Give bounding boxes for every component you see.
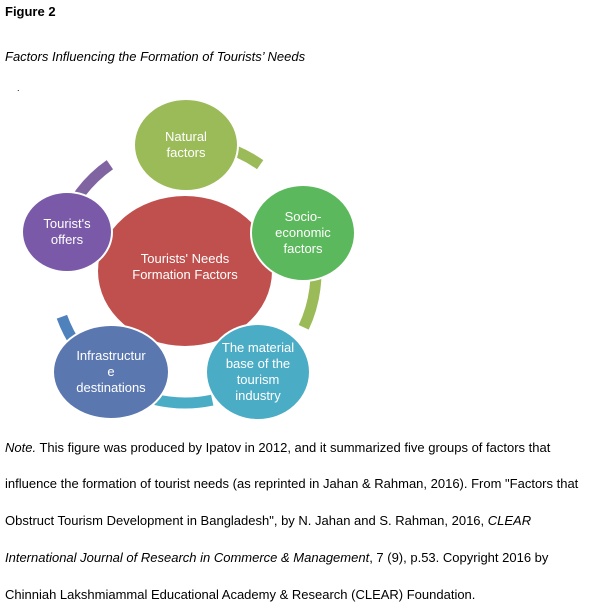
factor-node-socio	[251, 185, 355, 281]
factor-node-label-line: Socio-	[284, 209, 322, 224]
factor-node-label-line: e	[107, 364, 115, 379]
factor-node-label-line: The material	[221, 340, 295, 355]
note-line-4	[5, 541, 578, 575]
note-journal-part-1: CLEAR	[487, 513, 532, 528]
note-text-1: This figure was produced by Ipatov in 2012, and it summarized five groups of factors that	[36, 440, 551, 455]
figure-title: Factors Influencing the Formation of Tourists’ Needs	[5, 49, 306, 64]
note-text-4: , 7 (9), p.53. Copyright 2016 by	[369, 550, 549, 565]
center-circle-label	[132, 251, 238, 282]
factor-node-label-line: Natural	[165, 129, 207, 144]
figure-note	[5, 431, 578, 612]
center-label-line: Tourists' Needs	[140, 251, 230, 266]
note-journal-part-2: International Journal of Research in Commerce & Management	[5, 550, 370, 565]
factor-node-label-line: Infrastructur	[76, 348, 146, 363]
note-line-3	[5, 504, 578, 538]
note-text-3: Obstruct Tourism Development in Bangladesh", by N. Jahan and S. Rahman, 2016,	[5, 513, 488, 528]
factor-node-label	[165, 129, 207, 160]
factor-node-label-line: offers	[50, 232, 84, 247]
factor-node-label-line: Tourist's	[43, 216, 91, 231]
factor-node-offers	[22, 192, 112, 272]
factor-node-infra	[53, 325, 169, 419]
factor-node-label-line: economic	[275, 225, 331, 240]
factor-node-label-line: factors	[283, 241, 323, 256]
factor-node-label-line: factors	[166, 145, 206, 160]
stray-mark: .	[17, 83, 20, 93]
ring-segment	[156, 400, 213, 403]
factor-node-label-line: industry	[235, 388, 281, 403]
factor-node-material	[206, 324, 310, 420]
factor-node-label-line: destinations	[76, 380, 146, 395]
center-circle	[98, 196, 272, 346]
factor-node-label-line: base of the	[225, 356, 291, 371]
note-line-2: influence the formation of tourist needs (as reprinted in Jahan & Rahman, 2016). From "Factors that	[5, 476, 579, 491]
center-label-line: Formation Factors	[132, 267, 238, 282]
note-line-5: Chinniah Lakshmiammal Educational Academy & Research (CLEAR) Foundation.	[5, 587, 476, 602]
figure-label: Figure 2	[5, 4, 56, 19]
note-line-1	[5, 431, 578, 465]
factor-node-label-line: tourism	[236, 372, 280, 387]
factor-node-natural	[134, 99, 238, 191]
note-label: Note.	[5, 440, 37, 455]
